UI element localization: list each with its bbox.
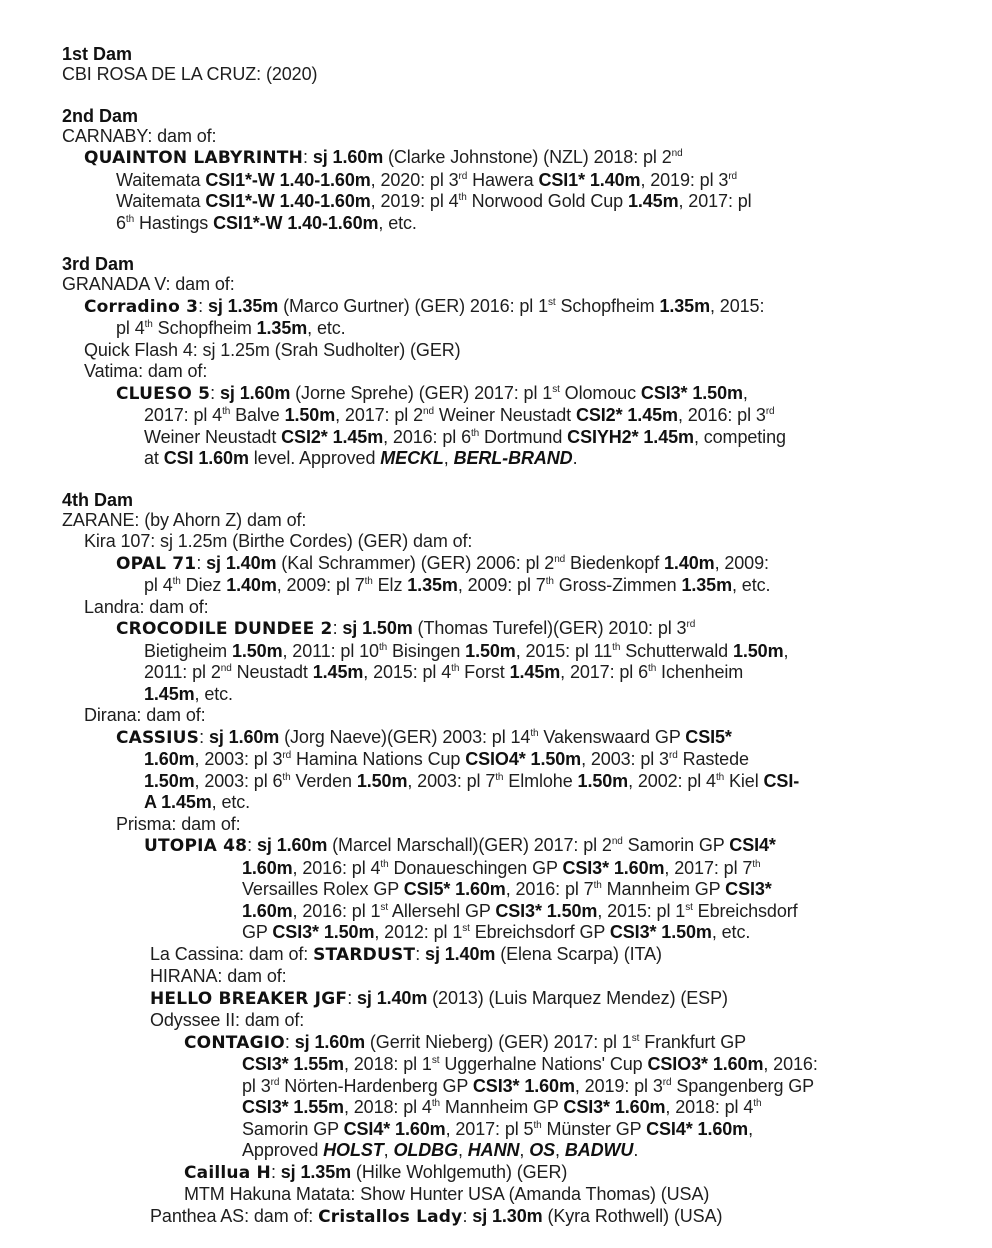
- dam-line: GRANADA V: dam of:: [62, 274, 235, 294]
- offspring-entry: Panthea AS: dam of: Cristallos Lady: sj 1.30m (Kyra Rothwell) (USA): [150, 1205, 723, 1227]
- dam-line: Vatima: dam of:: [84, 361, 208, 381]
- record-line: CSI3* 1.55m, 2018: pl 1st Uggerhalne Nations' Cup CSIO3* 1.60m, 2016:: [242, 1054, 818, 1074]
- offspring-entry: UTOPIA 48: sj 1.60m (Marcel Marschall)(GER) 2017: pl 2nd Samorin GP CSI4*: [144, 835, 776, 856]
- record-line: pl 4th Diez 1.40m, 2009: pl 7th Elz 1.35m, 2009: pl 7th Gross-Zimmen 1.35m, etc.: [144, 575, 771, 595]
- dam-line: Dirana: dam of:: [84, 705, 206, 725]
- section-2nd-dam: [62, 106, 962, 235]
- offspring-entry: CLUESO 5: sj 1.60m (Jorne Sprehe) (GER) 2017: pl 1st Olomouc CSI3* 1.50m,: [116, 382, 748, 404]
- dam-line: Prisma: dam of:: [116, 813, 241, 834]
- record-line: Approved HOLST, OLDBG, HANN, OS, BADWU.: [242, 1140, 639, 1160]
- offspring-entry: CROCODILE DUNDEE 2: sj 1.50m (Thomas Turefel)(GER) 2010: pl 3rd: [116, 618, 696, 639]
- record-line: Waitemata CSI1*-W 1.40-1.60m, 2019: pl 4th Norwood Gold Cup 1.45m, 2017: pl: [116, 191, 752, 211]
- section-heading: 2nd Dam: [62, 105, 139, 126]
- offspring-entry: OPAL 71: sj 1.40m (Kal Schrammer) (GER) 2006: pl 2nd Biedenkopf 1.40m, 2009:: [116, 552, 769, 574]
- record-line: Waitemata CSI1*-W 1.40-1.60m, 2020: pl 3rd Hawera CSI1* 1.40m, 2019: pl 3rd: [116, 169, 738, 190]
- section-1st-dam: [62, 44, 962, 86]
- offspring-entry: MTM Hakuna Matata: Show Hunter USA (Amanda Thomas) (USA): [184, 1184, 710, 1204]
- record-line: Versailles Rolex GP CSI5* 1.60m, 2016: pl 7th Mannheim GP CSI3*: [242, 879, 772, 899]
- dam-line: Landra: dam of:: [84, 596, 209, 617]
- record-line: Samorin GP CSI4* 1.60m, 2017: pl 5th Münster GP CSI4* 1.60m,: [242, 1118, 753, 1139]
- section-heading: 4th Dam: [62, 489, 134, 510]
- dam-line: CBI ROSA DE LA CRUZ: (2020): [62, 64, 318, 84]
- record-line: CSI3* 1.55m, 2018: pl 4th Mannheim GP CSI3* 1.60m, 2018: pl 4th: [242, 1097, 762, 1117]
- offspring-entry: Quick Flash 4: sj 1.25m (Srah Sudholter) (GER): [84, 339, 461, 360]
- record-line: 2011: pl 2nd Neustadt 1.45m, 2015: pl 4th Forst 1.45m, 2017: pl 6th Ichenheim: [144, 662, 744, 682]
- record-line: 1.50m, 2003: pl 6th Verden 1.50m, 2003: pl 7th Elmlohe 1.50m, 2002: pl 4th Kiel CSI-: [144, 770, 800, 791]
- dam-line: CARNABY: dam of:: [62, 125, 217, 146]
- record-line: 2017: pl 4th Balve 1.50m, 2017: pl 2nd Weiner Neustadt CSI2* 1.45m, 2016: pl 3rd: [144, 405, 775, 425]
- section-3rd-dam: [62, 254, 962, 470]
- record-line: A 1.45m, etc.: [144, 792, 251, 812]
- dam-line: ZARANE: (by Ahorn Z) dam of:: [62, 509, 307, 530]
- offspring-entry: La Cassina: dam of: STARDUST: sj 1.40m (Elena Scarpa) (ITA): [150, 943, 662, 965]
- offspring-entry: CONTAGIO: sj 1.60m (Gerrit Nieberg) (GER) 2017: pl 1st Frankfurt GP: [184, 1031, 747, 1053]
- pedigree-document: [62, 44, 962, 1248]
- record-line: GP CSI3* 1.50m, 2012: pl 1st Ebreichsdorf GP CSI3* 1.50m, etc.: [242, 922, 751, 942]
- section-4th-dam: [62, 490, 962, 1229]
- offspring-entry: QUAINTON LABYRINTH: sj 1.60m (Clarke Johnstone) (NZL) 2018: pl 2nd: [84, 147, 683, 168]
- offspring-entry: Caillua H: sj 1.35m (Hilke Wohlgemuth) (GER): [184, 1161, 568, 1183]
- record-line: Weiner Neustadt CSI2* 1.45m, 2016: pl 6th Dortmund CSIYH2* 1.45m, competing: [144, 426, 786, 447]
- record-line: 1.45m, etc.: [144, 683, 233, 704]
- section-heading: 1st Dam: [62, 44, 133, 64]
- record-line: pl 4th Schopfheim 1.35m, etc.: [116, 318, 346, 338]
- record-line: pl 3rd Nörten-Hardenberg GP CSI3* 1.60m, 2019: pl 3rd Spangenberg GP: [242, 1075, 815, 1096]
- section-heading: 3rd Dam: [62, 254, 135, 274]
- record-line: 1.60m, 2016: pl 1st Allersehl GP CSI3* 1.50m, 2015: pl 1st Ebreichsdorf: [242, 900, 798, 921]
- record-line: 1.60m, 2016: pl 4th Donaueschingen GP CSI3* 1.60m, 2017: pl 7th: [242, 857, 761, 878]
- offspring-entry: Corradino 3: sj 1.35m (Marco Gurtner) (GER) 2016: pl 1st Schopfheim 1.35m, 2015:: [84, 295, 765, 317]
- dam-line: Kira 107: sj 1.25m (Birthe Cordes) (GER) dam of:: [84, 531, 473, 551]
- record-line: 1.60m, 2003: pl 3rd Hamina Nations Cup CSIO4* 1.50m, 2003: pl 3rd Rastede: [144, 749, 749, 769]
- record-line: at CSI 1.60m level. Approved MECKL, BERL-BRAND.: [144, 448, 578, 468]
- dam-line: HIRANA: dam of:: [150, 966, 287, 986]
- record-line: 6th Hastings CSI1*-W 1.40-1.60m, etc.: [116, 212, 417, 233]
- record-line: Bietigheim 1.50m, 2011: pl 10th Bisingen 1.50m, 2015: pl 11th Schutterwald 1.50m,: [144, 640, 789, 661]
- offspring-entry: HELLO BREAKER JGF: sj 1.40m (2013) (Luis Marquez Mendez) (ESP): [150, 987, 728, 1009]
- offspring-entry: CASSIUS: sj 1.60m (Jorg Naeve)(GER) 2003: pl 14th Vakenswaard GP CSI5*: [116, 726, 732, 748]
- dam-line: Odyssee II: dam of:: [150, 1010, 305, 1030]
